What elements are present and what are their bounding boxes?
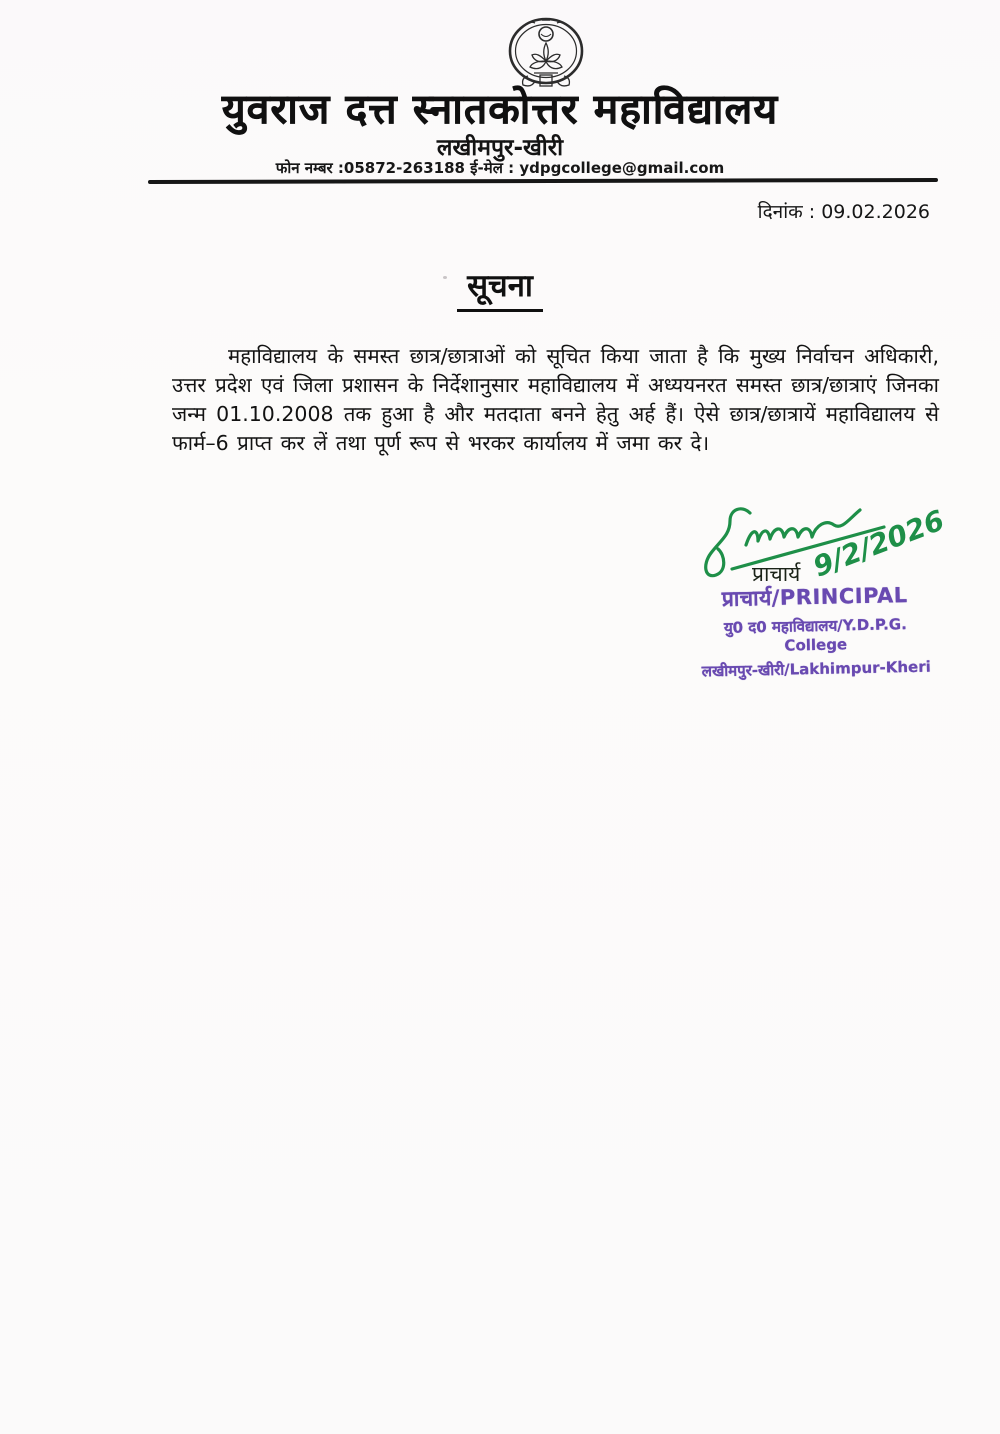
header-divider — [148, 178, 938, 184]
notice-body: महाविद्यालय के समस्त छात्र/छात्राओं को सूचित किया जाता है कि मुख्य निर्वाचन अधिकारी, उत्तर प्रदेश एवं जिला प्रशासन के निर्देशानुसार महाविद्यालय में अध्ययनरत समस्त छात्र/छात्राएं जिनका जन्म 01.10.2008 तक हुआ है और मतदाता बनने हेतु अर्ह हैं। ऐसे छात्र/छात्रायें महाविद्यालय से फार्म–6 प्राप्त कर लें तथा पूर्ण रूप से भरकर कार्यालय में जमा कर दे। — [172, 344, 939, 455]
stamp-line-college: यु0 द0 महाविद्यालय/Y.D.P.G. College — [723, 615, 908, 655]
designation-label: प्राचार्य — [752, 562, 801, 586]
principal-stamp — [697, 581, 934, 682]
stamp-line-location: लखीमपुर-खीरी/Lakhimpur-Kheri — [701, 657, 931, 681]
contact-line: फोन नम्बर :05872-263188 ई-मेल : ydpgcollege@gmail.com — [275, 159, 725, 177]
date-line: दिनांक : 09.02.2026 — [757, 201, 930, 223]
college-location: लखीमपुर-खीरी — [436, 135, 564, 161]
notice-title — [0, 264, 1000, 312]
stamp-line-principal: प्राचार्य/PRINCIPAL — [721, 583, 908, 611]
scan-artifact — [443, 276, 447, 279]
handwritten-date: 9/2/2026 — [808, 503, 949, 584]
college-name: युवराज दत्त स्नातकोत्तर महाविद्यालय — [221, 85, 779, 133]
notice-title-text: सूचना — [457, 264, 543, 312]
